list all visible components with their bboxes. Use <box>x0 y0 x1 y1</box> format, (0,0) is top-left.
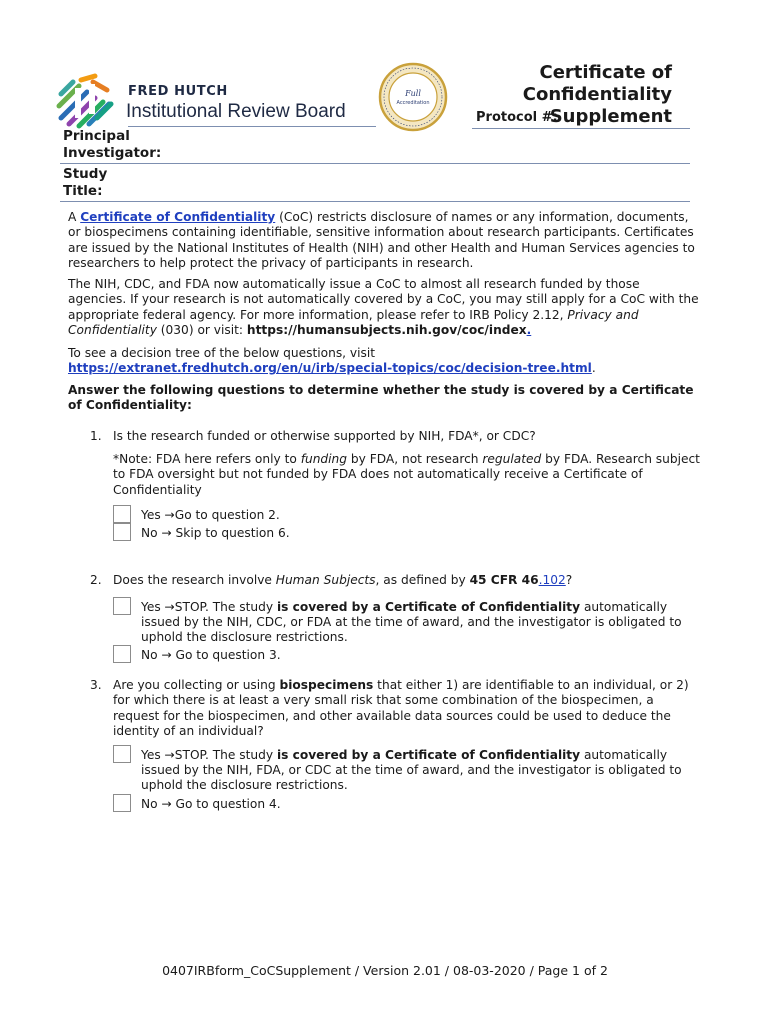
coc-link[interactable]: Certificate of Confidentiality <box>80 210 276 224</box>
question-3 <box>90 678 698 740</box>
q3-yes-bold: is covered by a Certificate of Confidentiality <box>276 748 581 762</box>
study-title-label <box>63 166 107 200</box>
q2-cfr-link[interactable]: .102 <box>538 573 566 587</box>
pi-label-line2: Investigator: <box>63 145 162 161</box>
question-1-number: 1. <box>90 429 102 443</box>
question-2-text <box>113 573 698 588</box>
question-1-text: Is the research funded or otherwise supported by NIH, FDA*, or CDC? <box>113 429 536 443</box>
note-funding: funding <box>300 452 348 466</box>
study-title-field-line[interactable] <box>60 201 690 202</box>
protocol-field-line[interactable] <box>472 128 690 129</box>
fred-hutch-logo-icon <box>53 70 115 132</box>
pi-label-line1: Principal <box>63 128 130 144</box>
q3-yes-a: Yes →STOP. The study <box>141 748 277 762</box>
study-title-line1: Study <box>63 166 108 182</box>
q3-yes-b: automatically issued by the NIH, FDA, or CDC at the time of award, and the investigator is obligated to uphold the disclosure restrictions. <box>141 748 682 792</box>
policy-title: Privacy and Confidentiality <box>68 307 639 338</box>
pi-field-line[interactable] <box>60 163 690 164</box>
intro-p2-text: The NIH, CDC, and FDA now automatically issue a CoC to almost all research funded by those agencies. If your research is not automatically covered by a CoC, you may still apply for a CoC with the appropriate federal agency. For more information, please refer to IRB Policy 2.12, <box>68 277 699 322</box>
nih-coc-url: https://humansubjects.nih.gov/coc/index <box>246 323 527 338</box>
seal-text-accreditation: Accreditation <box>396 100 430 106</box>
q1-yes-label: Yes →Go to question 2. <box>141 508 280 522</box>
q2-text-end: ? <box>565 573 573 587</box>
page-footer: 0407IRBform_CoCSupplement / Version 2.01 / 08-03-2020 / Page 1 of 2 <box>162 963 608 978</box>
note-text-b: by FDA, not research <box>347 452 483 466</box>
q3-yes-checkbox[interactable] <box>113 745 131 763</box>
q2-yes-bold: is covered by a Certificate of Confidentiality <box>276 600 581 614</box>
seal-text-full: Full <box>405 89 421 98</box>
form-title-line2: Confidentiality <box>522 84 672 105</box>
q3-text-a: Are you collecting or using <box>113 678 280 692</box>
protocol-label: Protocol #: <box>476 110 558 125</box>
header-rule <box>128 126 376 127</box>
pi-label <box>63 128 161 162</box>
q2-text-a: Does the research involve <box>113 573 276 587</box>
q1-no-label: No → Skip to question 6. <box>141 526 290 540</box>
question-3-text <box>113 678 698 740</box>
q2-cfr: 45 CFR 46 <box>469 573 539 587</box>
q3-no-checkbox[interactable] <box>113 794 131 812</box>
study-title-line2: Title: <box>63 183 103 199</box>
intro-p1-text: (CoC) restricts disclosure of names or any information, documents, or biospecimens containing identifiable, sensitive information about research participants. Certificates are issued by the National Institutes of Health (NIH) and other Health and Human Services agencies to researchers to help protect the privacy of participants in research. <box>68 210 695 271</box>
org-unit: Institutional Review Board <box>126 101 346 122</box>
accreditation-seal <box>378 62 448 132</box>
form-title-line1: Certificate of <box>539 62 672 83</box>
q3-yes-label <box>141 748 701 793</box>
q2-yes-a: Yes →STOP. The study <box>141 600 277 614</box>
q1-no-checkbox[interactable] <box>113 523 131 541</box>
question-2 <box>90 573 698 588</box>
question-1-note <box>113 452 701 498</box>
decision-tree-link[interactable]: https://extranet.fredhutch.org/en/u/irb/special-topics/coc/decision-tree.html <box>68 361 592 376</box>
decision-tree-period: . <box>591 361 596 376</box>
q2-no-checkbox[interactable] <box>113 645 131 663</box>
q1-yes-checkbox[interactable] <box>113 505 131 523</box>
q3-text-b: that either 1) are identifiable to an individual, or 2) for which there is at least a very small risk that some combination of the biospecimen, a request for the biospecimen, and other available data sources could be used to deduce the identity of an individual? <box>113 678 689 739</box>
note-text-a: *Note: FDA here refers only to <box>113 452 301 466</box>
intro-p1-prefix: A <box>68 210 81 224</box>
intro-paragraph-1 <box>68 210 700 272</box>
instructions: Answer the following questions to determine whether the study is covered by a Certificate of Confidentiality: <box>68 383 694 413</box>
note-text-c: by FDA. Research subject to FDA oversight but not funded by FDA does not automatically receive a Certificate of Confidentiality <box>113 452 700 497</box>
q2-no-label: No → Go to question 3. <box>141 648 281 662</box>
q3-biospecimens: biospecimens <box>279 678 374 692</box>
note-regulated: regulated <box>482 452 542 466</box>
q2-human-subjects: Human Subjects <box>275 573 376 587</box>
q3-no-label: No → Go to question 4. <box>141 797 281 811</box>
intro-p2-text-b: (030) or visit: <box>156 323 247 338</box>
q2-yes-checkbox[interactable] <box>113 597 131 615</box>
q2-yes-b: automatically issued by the NIH, CDC, or FDA at the time of award, and the investigator is obligated to uphold the disclosure restrictions. <box>141 600 682 644</box>
form-title-line3: Supplement <box>549 106 672 127</box>
q2-text-b: , as defined by <box>375 573 470 587</box>
nih-coc-url-tail[interactable]: . <box>526 323 532 338</box>
question-1 <box>90 429 698 444</box>
org-name: FRED HUTCH <box>128 84 228 99</box>
decision-tree-text: To see a decision tree of the below questions, visit <box>68 346 376 360</box>
intro-paragraph-2 <box>68 277 700 339</box>
question-3-number: 3. <box>90 678 102 692</box>
q2-yes-label <box>141 600 701 645</box>
question-2-number: 2. <box>90 573 102 587</box>
intro-paragraph-3 <box>68 346 700 377</box>
